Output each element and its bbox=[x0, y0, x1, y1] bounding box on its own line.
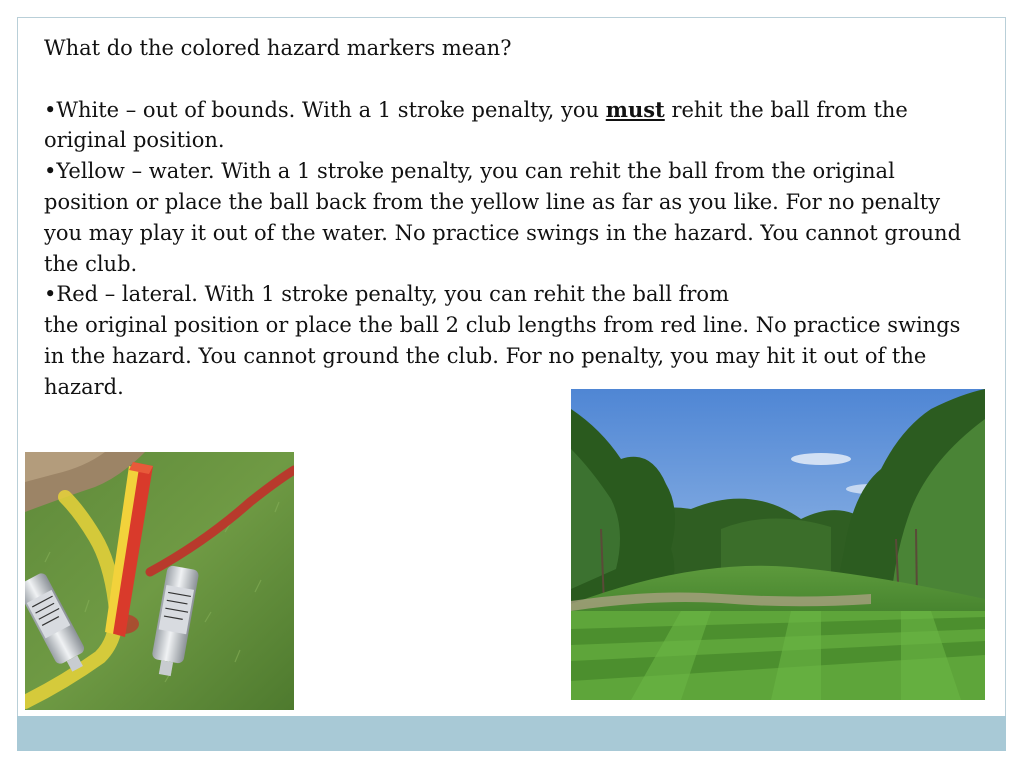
slide-text-body bbox=[44, 33, 984, 403]
bullet-red bbox=[44, 279, 984, 402]
golf-fairway-photo bbox=[571, 389, 985, 700]
bullet-yellow: •Yellow – water. With a 1 stroke penalty, you can rehit the ball from the original position or place the ball back from the yellow line as far as you like. For no penalty you may play it out of the water. No practice swings in the hazard. You cannot ground the club. bbox=[44, 159, 962, 276]
bullet-white-emphasis: must bbox=[605, 96, 665, 122]
slide-heading: What do the colored hazard markers mean? bbox=[44, 36, 512, 60]
hazard-markers-photo bbox=[25, 452, 294, 710]
bullet-white-text-end: rehit the ball from the original position. bbox=[44, 97, 908, 153]
bullet-white bbox=[44, 95, 984, 157]
bullet-red-rest: the original position or place the ball 2 club lengths from red line. No practice swings in the hazard. You cannot ground the club. For no penalty, you may hit it out of the hazard. bbox=[44, 313, 961, 399]
footer-bar bbox=[17, 716, 1006, 751]
bullet-white-text-start: •White – out of bounds. With a 1 stroke penalty, you bbox=[44, 97, 606, 122]
bullet-red-line1: •Red – lateral. With 1 stroke penalty, you can rehit the ball from bbox=[44, 282, 729, 307]
